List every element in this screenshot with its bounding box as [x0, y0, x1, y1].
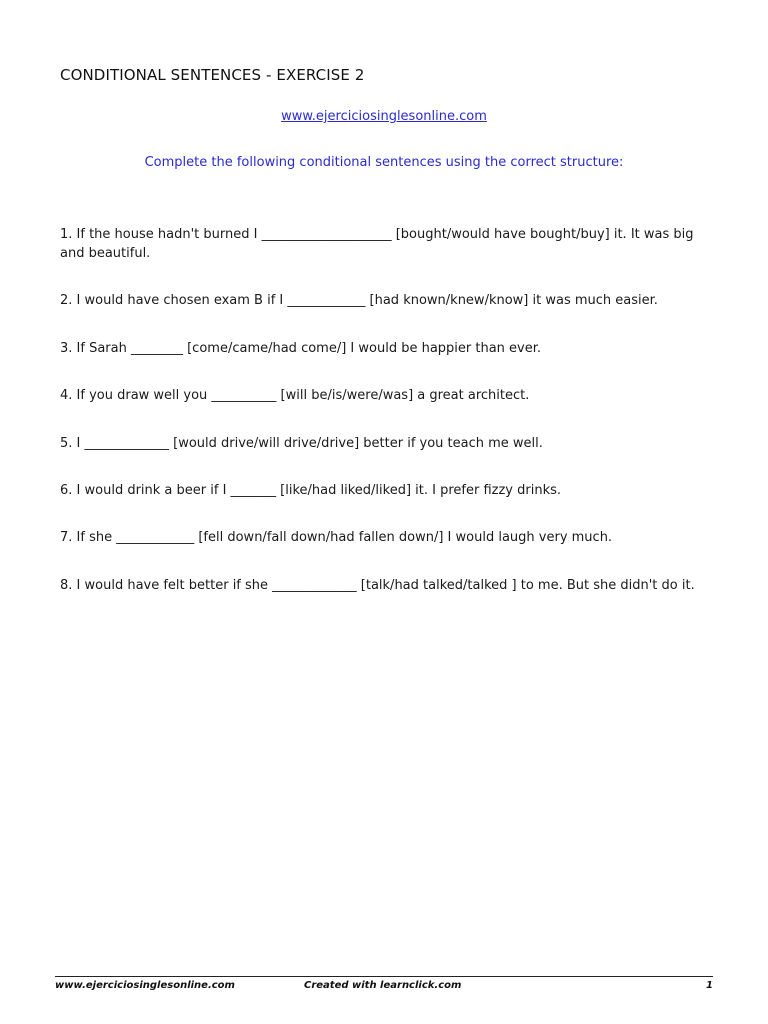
question-2: 2. I would have chosen exam B if I ____________ [had known/knew/know] it was much easier.: [60, 293, 658, 308]
question-5: 5. I _____________ [would drive/will drive/drive] better if you teach me well.: [60, 436, 543, 451]
footer-site: www.ejerciciosinglesonline.com: [55, 980, 235, 991]
site-link[interactable]: www.ejerciciosinglesonline.com: [281, 109, 487, 124]
question-6: 6. I would drink a beer if I _______ [like/had liked/liked] it. I prefer fizzy drinks.: [60, 483, 562, 498]
question-3: 3. If Sarah ________ [come/came/had come/] I would be happier than ever.: [60, 341, 542, 356]
instructions-text: Complete the following conditional sentences using the correct structure:: [144, 155, 624, 170]
question-1: 1. If the house hadn't burned I ____________________ [bought/would have bought/buy] it. It was big and beautiful.: [60, 227, 694, 261]
footer-divider: [55, 976, 713, 977]
question-7: 7. If she ____________ [fell down/fall down/had fallen down/] I would laugh very much.: [60, 530, 613, 545]
page-number: 1: [706, 980, 713, 991]
question-8: 8. I would have felt better if she _____________ [talk/had talked/talked ] to me. But she didn't do it.: [60, 578, 695, 593]
question-4: 4. If you draw well you __________ [will be/is/were/was] a great architect.: [60, 388, 530, 403]
page-title: CONDITIONAL SENTENCES - EXERCISE 2: [60, 66, 365, 84]
footer-credit: Created with learnclick.com: [304, 980, 462, 991]
